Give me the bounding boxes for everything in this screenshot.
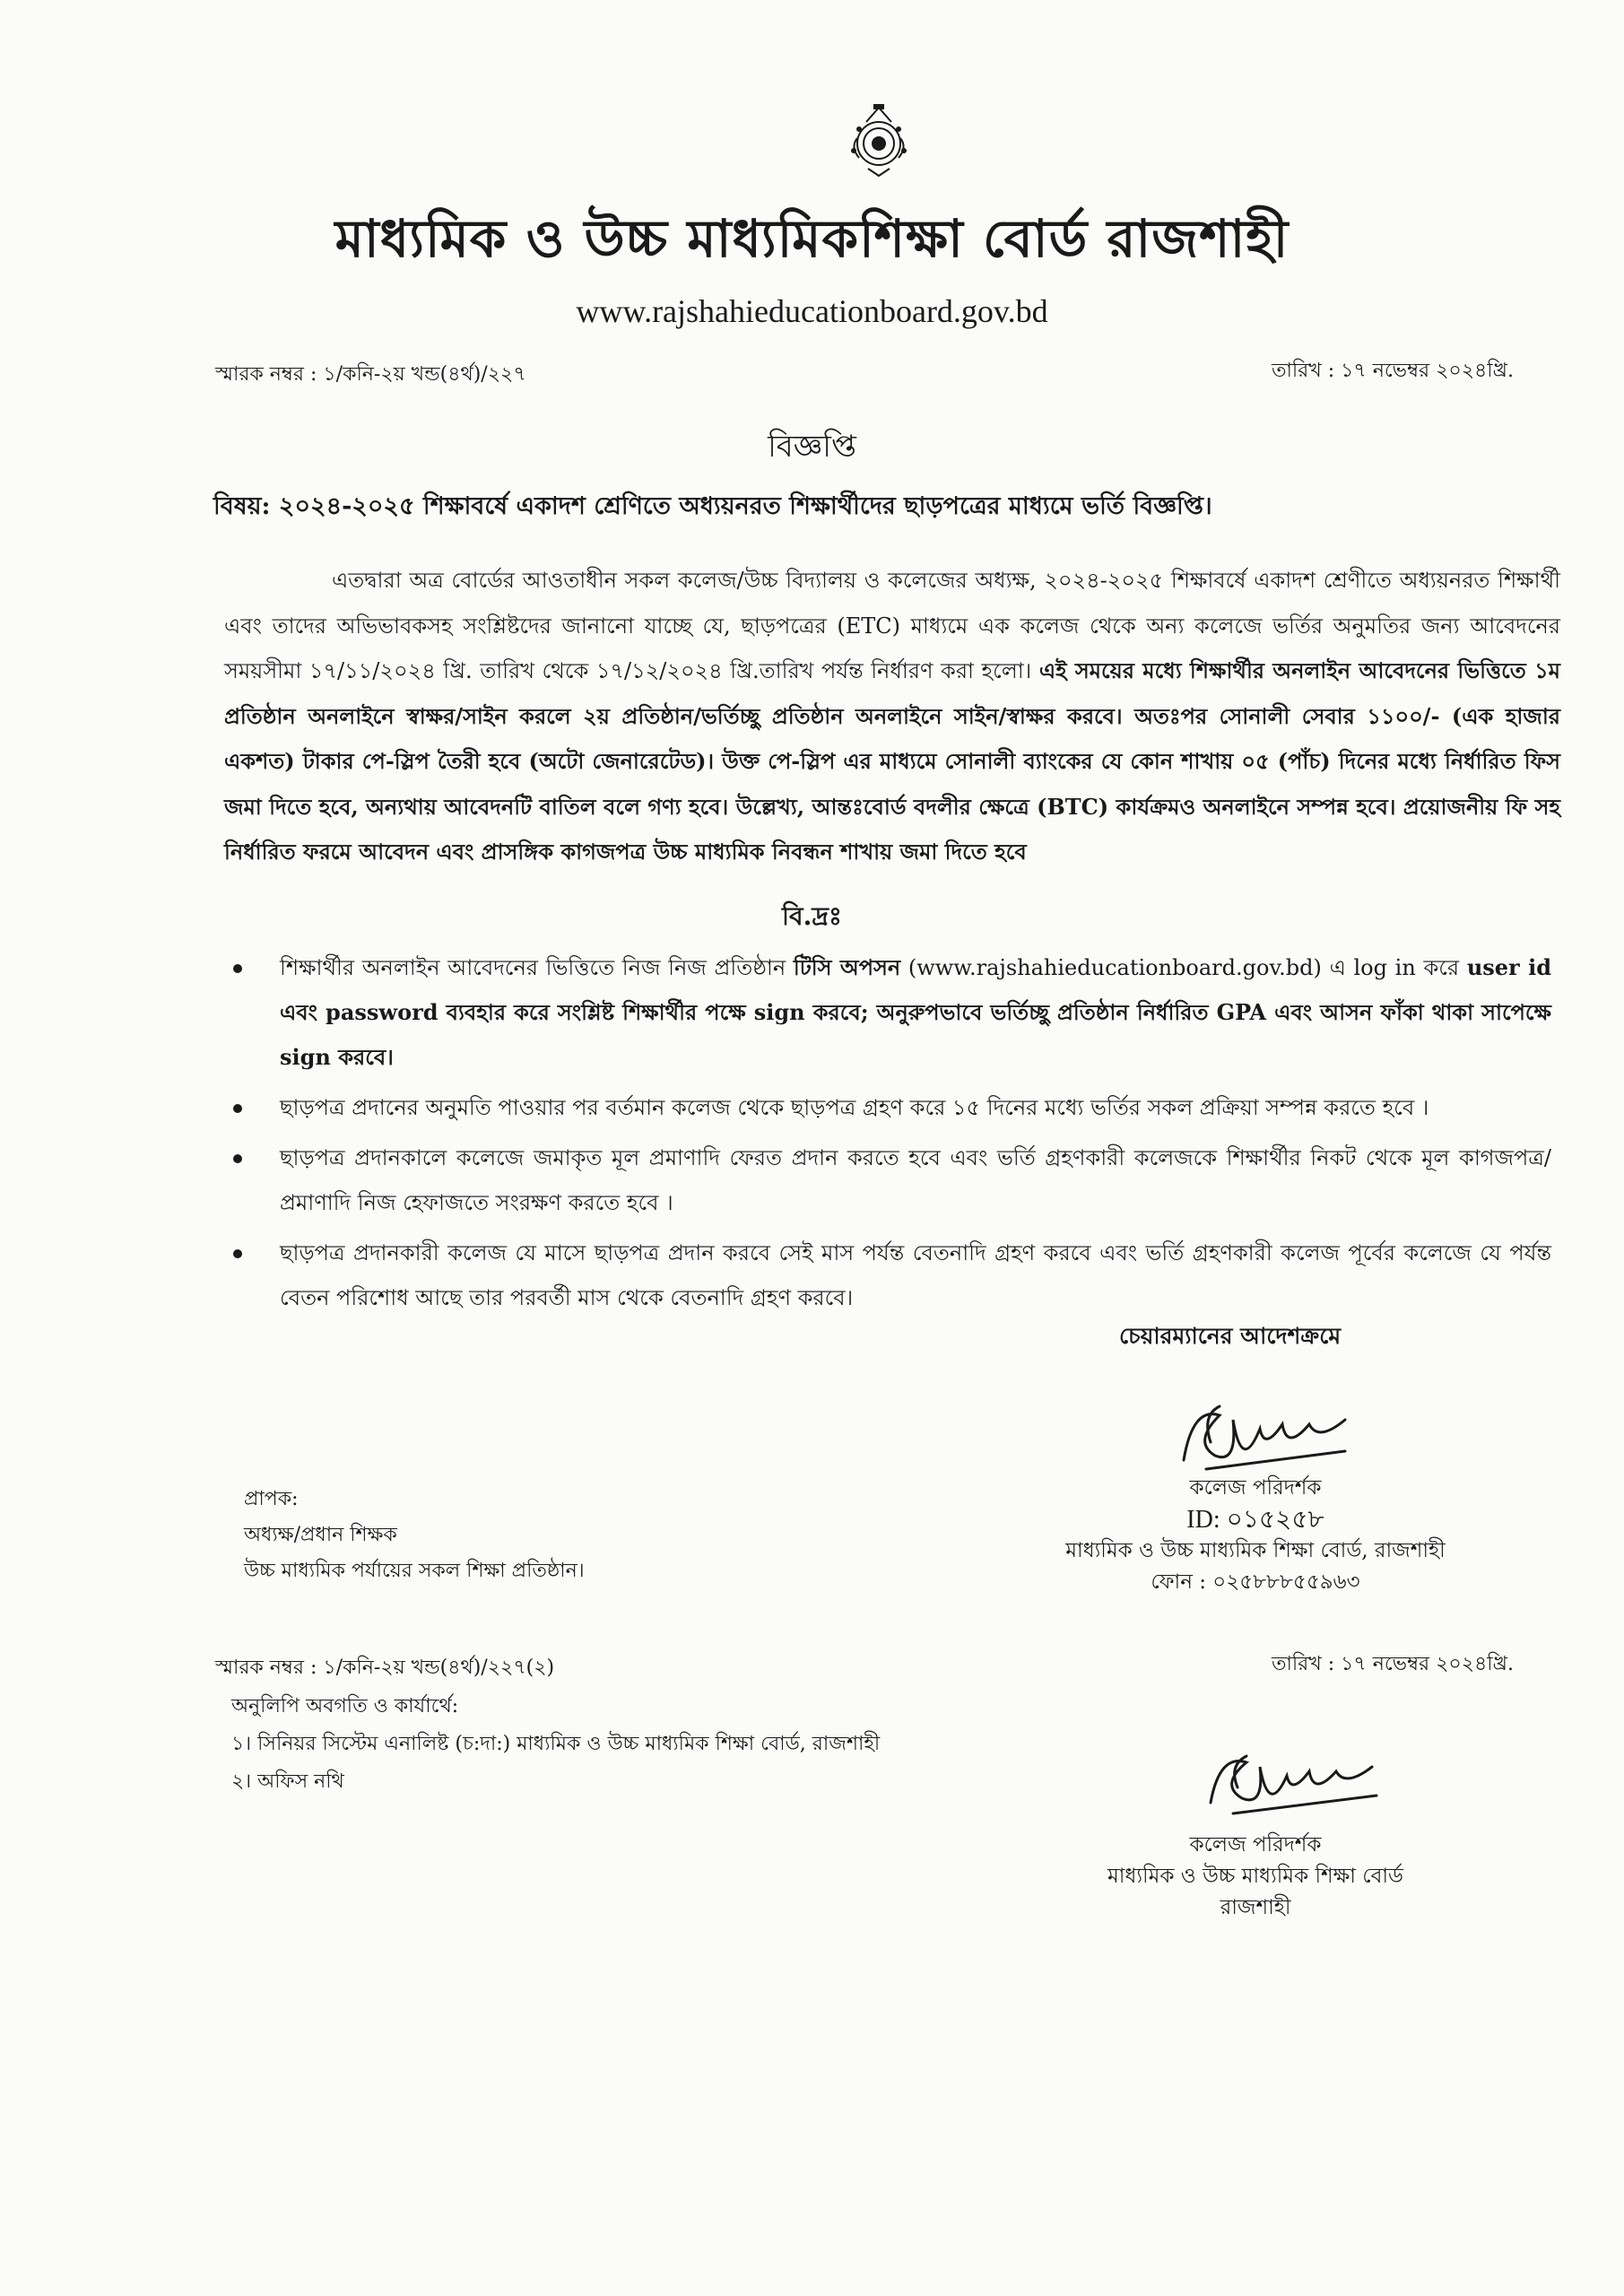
bullet-text: ছাড়পত্র প্রদানের অনুমতি পাওয়ার পর বর্তমান কলেজ থেকে ছাড়পত্র গ্রহণ করে ১৫ দিনের মধ্যে ভর্তির সকল প্রক্রিয়া সম্পন্ন করতে হবে । (280, 1095, 1429, 1120)
memo2-number: স্মারক নম্বর : ১/কনি-২য় খন্ড(৪র্থ)/২২৭(২) (215, 1657, 555, 1679)
list-item (224, 1231, 1551, 1320)
bullet-text: ছাড়পত্র প্রদানকারী কলেজ যে মাসে ছাড়পত্র প্রদান করবে সেই মাস পর্যন্ত বেতনাদি গ্রহণ করবে এবং ভর্তি গ্রহণকারী কলেজ পূর্বের কলেজে যে পর্যন্ত বেতন পরিশোধ আছে তার পরবর্তী মাস থেকে বেতনাদি গ্রহণ করবে। (280, 1240, 1551, 1310)
bullet-text-bold: টিসি অপসন (793, 954, 901, 980)
bullet-icon (233, 1104, 242, 1113)
notice-body (224, 558, 1560, 875)
nb-heading: বি.দ্রঃ (782, 901, 842, 931)
memo2-date: তারিখ : ১৭ নভেম্বর ২০২৪খ্রি. (1272, 1653, 1514, 1675)
signatory-title: কলেজ পরিদর্শক (1189, 1476, 1322, 1500)
signature-image (1193, 1740, 1408, 1830)
signatory-office: মাধ্যমিক ও উচ্চ মাধ্যমিক শিক্ষা বোর্ড, রাজশাহী (1065, 1539, 1446, 1562)
notice-heading: বিজ্ঞপ্তি (768, 429, 856, 465)
signatory-id: ID: ০১৫২৫৮ (1186, 1506, 1324, 1534)
bullet-icon (233, 1154, 242, 1163)
bullet-text: ছাড়পত্র প্রদানকালে কলেজে জমাকৃত মূল প্রমাণাদি ফেরত প্রদান করতে হবে এবং ভর্তি গ্রহণকারী কলেজকে শিক্ষার্থীর নিকট থেকে মূল কাগজপত্র/প্রমাণাদি নিজ হেফাজতে সংরক্ষণ করতে হবে । (280, 1145, 1551, 1215)
instruction-list (224, 945, 1551, 1326)
copy-to-item: ১। সিনিয়র সিস্টেম এনালিষ্ট (চ:দা:) মাধ্যমিক ও উচ্চ মাধ্যমিক শিক্ষা বোর্ড, রাজশাহী (231, 1733, 881, 1755)
board-name-heading: মাধ্যমিক ও উচ্চ মাধ্যমিকশিক্ষা বোর্ড রাজশাহী (334, 208, 1290, 269)
bullet-icon (233, 1249, 242, 1258)
bullet-text: শিক্ষার্থীর অনলাইন আবেদনের ভিত্তিতে নিজ নিজ প্রতিষ্ঠান (280, 955, 794, 980)
notice-body-bold: এই সময়ের মধ্যে শিক্ষার্থীর অনলাইন আবেদনের ভিত্তিতে ১ম প্রতিষ্ঠান অনলাইনে স্বাক্ষর/সাইন করলে ২য় প্রতিষ্ঠান/ভর্তিচ্ছু প্রতিষ্ঠান অনলাইনে সাইন/স্বাক্ষর করবে। অতঃপর সোনালী সেবার ১১০০/- (এক হাজার একশত) টাকার পে-স্লিপ তৈরী হবে (অটো জেনারেটেড)। উক্ত পে-স্লিপ এর মাধ্যমে সোনালী ব্যাংকের যে কোন শাখায় ০৫ (পাঁচ) দিনের মধ্যে নির্ধারিত ফিস জমা দিতে হবে, অন্যথায় আবেদনটি বাতিল বলে গণ্য হবে। উল্লেখ্য, আন্তঃবোর্ড বদলীর ক্ষেত্রে (BTC) কার্যক্রমও অনলাইনে সম্পন্ন হবে। প্রয়োজনীয় ফি সহ নির্ধারিত ফরমে আবেদন এবং প্রাসঙ্গিক কাগজপত্র উচ্চ মাধ্যমিক নিবন্ধন শাখায় জমা দিতে হবে (224, 657, 1560, 865)
notice-body-plain: এতদ্বারা অত্র বোর্ডের আওতাধীন সকল কলেজ/উচ্চ বিদ্যালয় ও কলেজের অধ্যক্ষ, ২০২৪-২০২৫ শিক্ষাবর্ষে একাদশ শ্রেণীতে অধ্যয়নরত শিক্ষার্থী এবং তাদের অভিভাবকসহ সংশ্লিষ্টদের জানানো যাচ্ছে যে, ছাড়পত্রের (ETC) মাধ্যমে এক কলেজ থেকে অন্য কলেজে ভর্তির অনুমতির জন্য আবেদনের সময়সীমা ১৭/১১/২০২৪ খ্রি. তারিখ থেকে ১৭/১২/২০২৪ খ্রি.তারিখ পর্যন্ত নির্ধারণ করা হলো। (224, 568, 1560, 683)
recipient-label: প্রাপক: (244, 1488, 299, 1510)
bullet-icon (233, 964, 242, 973)
signatory-office: মাধ্যমিক ও উচ্চ মাধ্যমিক শিক্ষা বোর্ড (1107, 1865, 1403, 1888)
board-website: www.rajshahieducationboard.gov.bd (576, 293, 1048, 329)
bullet-text-bold: user id এবং password ব্যবহার করে সংশ্লিষ্ট শিক্ষার্থীর পক্ষে sign করবে; অনুরুপভাবে ভর্তিচ্ছু প্রতিষ্ঠান নির্ধারিত GPA এবং আসন ফাঁকা থাকা সাপেক্ষে sign করবে। (280, 954, 1551, 1070)
signature-block-1 (1031, 1473, 1480, 1598)
list-item (224, 945, 1551, 1080)
list-item (224, 1135, 1551, 1225)
recipient-line: উচ্চ মাধ্যমিক পর্যায়ের সকল শিক্ষা প্রতিষ্ঠান। (244, 1560, 585, 1582)
board-emblem-icon (841, 99, 916, 179)
bullet-text: (www.rajshahieducationboard.gov.bd) এ log in করে (900, 955, 1467, 980)
memo-number: স্মারক নম্বর : ১/কনি-২য় খন্ড(৪র্থ)/২২৭ (215, 363, 526, 386)
signature-block-2 (1031, 1830, 1480, 1924)
recipient-line: অধ্যক্ষ/প্রধান শিক্ষক (244, 1524, 397, 1546)
memo-date: তারিখ : ১৭ নভেম্বর ২০২৪খ্রি. (1272, 360, 1514, 382)
notice-subject: বিষয়: ২০২৪-২০২৫ শিক্ষাবর্ষে একাদশ শ্রেণিতে অধ্যয়নরত শিক্ষার্থীদের ছাড়পত্রের মাধ্যমে ভর্তি বিজ্ঞপ্তি। (213, 492, 1212, 520)
signatory-city: রাজশাহী (1220, 1896, 1291, 1919)
recipient-block (244, 1482, 585, 1589)
by-order-text: চেয়ারম্যানের আদেশক্রমে (1119, 1323, 1342, 1349)
signatory-title: কলেজ পরিদর্শক (1189, 1833, 1322, 1857)
list-item (224, 1085, 1551, 1130)
copy-to-label: অনুলিপি অবগতি ও কার্যার্থে: (231, 1695, 459, 1718)
copy-to-item: ২। অফিস নথি (231, 1770, 344, 1793)
copy-to-block (231, 1688, 880, 1801)
signatory-phone: ফোন : ০২৫৮৮৮৫৫৯৬৩ (1151, 1570, 1360, 1594)
